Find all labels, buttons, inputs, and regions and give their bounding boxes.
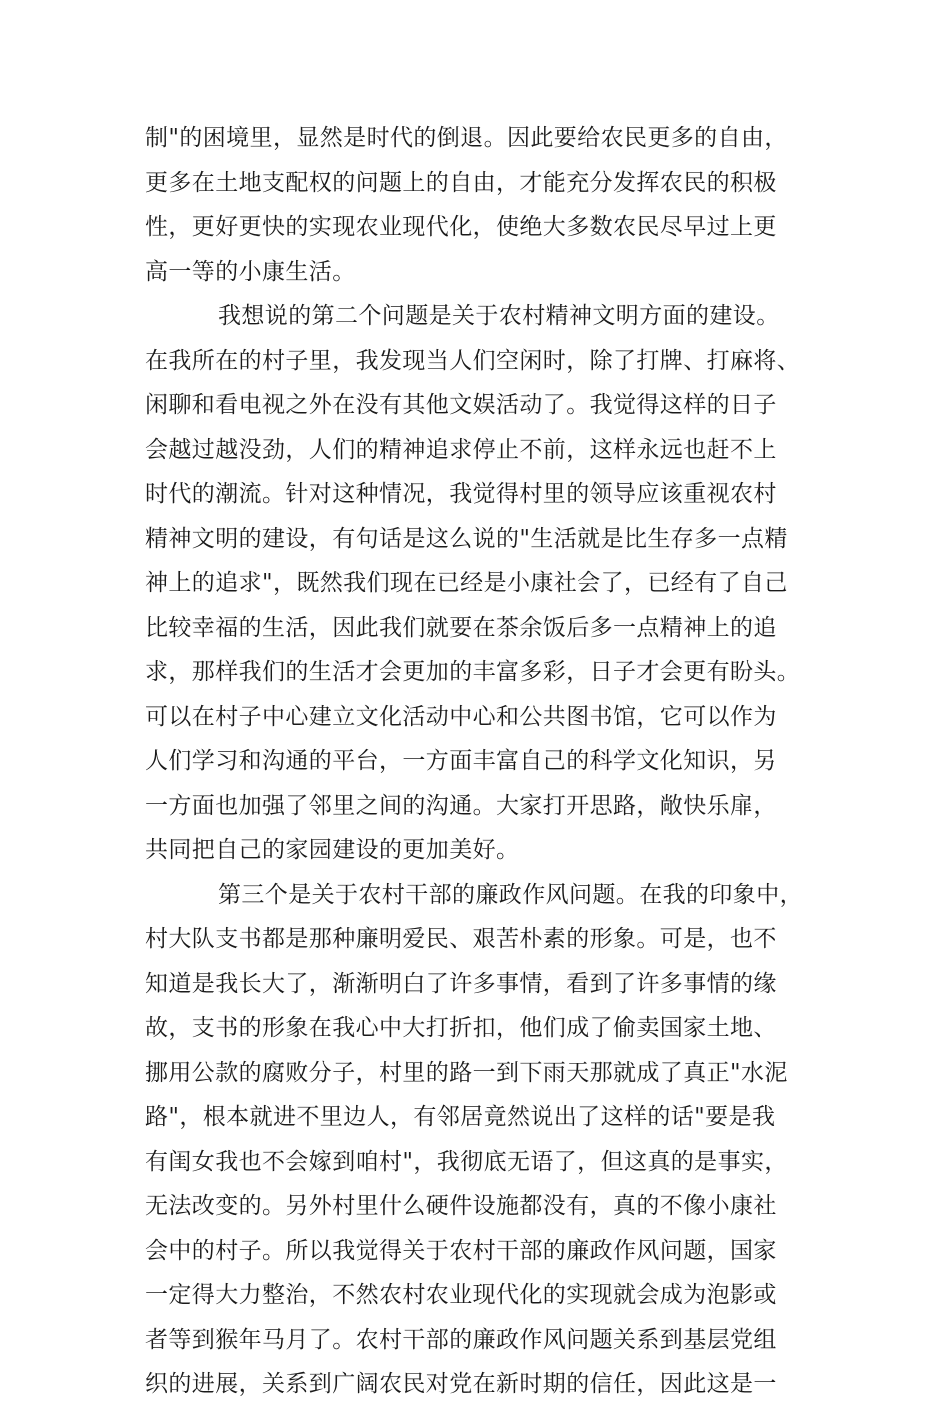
text-line: 者等到猴年马月了。农村干部的廉政作风问题关系到基层党组 xyxy=(145,1326,777,1353)
text-line: 一定得大力整治，不然农村农业现代化的实现就会成为泡影或 xyxy=(145,1282,777,1308)
text-line: 村大队支书都是那种廉明爱民、艰苦朴素的形象。可是，也不 xyxy=(145,926,777,952)
text-line: 织的进展，关系到广阔农民对党在新时期的信任，因此这是一 xyxy=(145,1371,777,1397)
text-line: 在我所在的村子里，我发现当人们空闲时，除了打牌、打麻将、 xyxy=(145,347,801,374)
text-line: 会中的村子。所以我觉得关于农村干部的廉政作风问题，国家 xyxy=(145,1237,777,1264)
text-line: 神上的追求"，既然我们现在已经是小康社会了，已经有了自己 xyxy=(145,570,788,596)
text-line: 高一等的小康生活。 xyxy=(145,258,356,285)
text-line: 制"的困境里，显然是时代的倒退。因此要给农民更多的自由， xyxy=(145,125,788,151)
text-line: 故，支书的形象在我心中大打折扣，他们成了偷卖国家土地、 xyxy=(145,1015,777,1041)
text-line: 共同把自己的家园建设的更加美好。 xyxy=(145,837,520,863)
text-line: 无法改变的。另外村里什么硬件设施都没有，真的不像小康社 xyxy=(145,1193,777,1219)
text-line: 挪用公款的腐败分子，村里的路一到下雨天那就成了真正"水泥 xyxy=(145,1059,788,1086)
text-line: 可以在村子中心建立文化活动中心和公共图书馆，它可以作为 xyxy=(145,703,777,730)
text-line: 比较幸福的生活，因此我们就要在茶余饭后多一点精神上的追 xyxy=(145,614,777,641)
body-text xyxy=(145,116,805,1407)
text-line: 更多在土地支配权的问题上的自由，才能充分发挥农民的积极 xyxy=(145,169,777,196)
text-line: 人们学习和沟通的平台，一方面丰富自己的科学文化知识，另 xyxy=(145,748,777,774)
text-line: 闲聊和看电视之外在没有其他文娱活动了。我觉得这样的日子 xyxy=(145,392,777,418)
text-line: 精神文明的建设，有句话是这么说的"生活就是比生存多一点精 xyxy=(145,525,788,552)
text-line: 会越过越没劲，人们的精神追求停止不前，这样永远也赶不上 xyxy=(145,436,777,463)
text-line: 路"，根本就进不里边人，有邻居竟然说出了这样的话"要是我 xyxy=(145,1104,776,1130)
text-line: 性，更好更快的实现农业现代化，使绝大多数农民尽早过上更 xyxy=(145,214,777,240)
text-line: 时代的潮流。针对这种情况，我觉得村里的领导应该重视农村 xyxy=(145,481,777,507)
paragraph-first-line: 我想说的第二个问题是关于农村精神文明方面的建设。 xyxy=(218,303,780,329)
text-line: 有闺女我也不会嫁到咱村"，我彻底无语了，但这真的是事实， xyxy=(145,1148,788,1175)
paragraph-first-line: 第三个是关于农村干部的廉政作风问题。在我的印象中， xyxy=(218,881,803,908)
text-line: 一方面也加强了邻里之间的沟通。大家打开思路，敞快乐扉， xyxy=(145,792,777,819)
text-line: 知道是我长大了，渐渐明白了许多事情，看到了许多事情的缘 xyxy=(145,970,777,997)
text-line: 求，那样我们的生活才会更加的丰富多彩，日子才会更有盼头。 xyxy=(145,659,801,685)
